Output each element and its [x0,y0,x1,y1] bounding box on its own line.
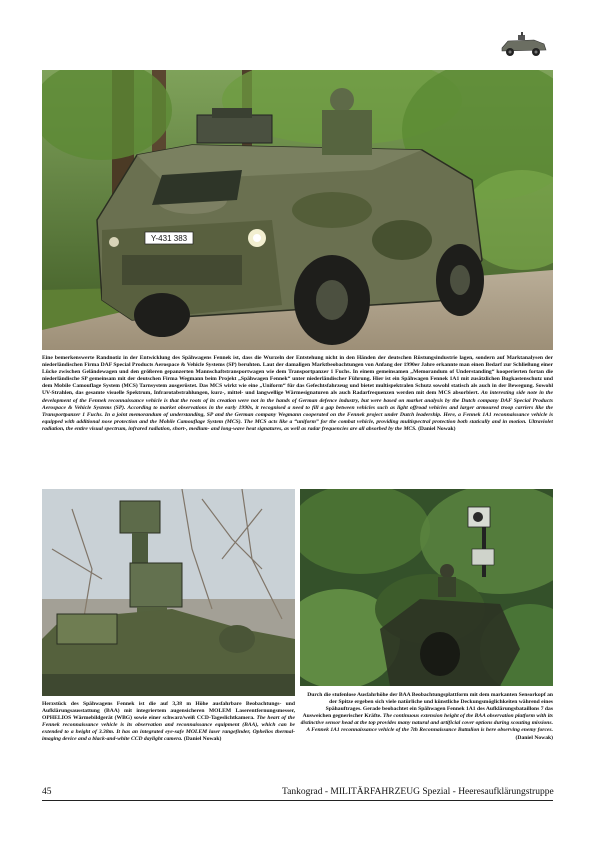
publication-title: Tankograd - MILITÄRFAHRZEUG Spezial - Heeresaufklärungstruppe [282,787,554,797]
license-plate-text: Y-431 383 [150,234,188,243]
header-vehicle-thumbnail [498,30,550,60]
armored-vehicle-icon [498,30,550,60]
footer-rule [42,800,553,801]
left-photo-caption [42,701,295,744]
right-caption-english: The continuous extension height of the BAA observation platform with its distinctive sensor head at the top provides many natural and artificial cover options during scouting missions. A Fennek 1A1 reconnaissance vehicle of the 7th Reconnaissance Battalion is here observing enemy forces. [300,713,553,734]
main-photo-caption [42,355,553,433]
photo-fennek-observation [300,489,553,686]
right-caption-credit: (Daniel Nowak) [515,734,553,741]
main-caption-english: An interesting side note in the development of the Fennek reconnaissance vehicle is that the roots of its creation were not in the hands of German defence industry, but were based on market analysis by the Dutch company DAF Special Products Aerospace & Vehicle Systems (SP). According to market observations in the early 1990s, it recognised a need to fill a gap between vehicles such as light offroad vehicles and larger armoured troop carriers like the Transportpanzer 1 Fuchs. In a joint memorandum of understanding, SP and the German company Wegmann cooperated on the Fennek project under Dutch leadership. Here, a Fennek 1A1 reconnaissance vehicle is equipped with additional nose protection and the Mobile Camouflage System (MCS). The MCS acts like a “uniform” for the combat vehicle, providing multispectral protection both statically and in motion. Ultraviolet radiation, the entire visual spectrum, infrared radiation, short-, medium- and long-wave heat signatures, as well as radar frequencies are all absorbed by the MCS. [42,390,553,432]
left-caption-german: Herzstück des Spähwagens Fennek ist die auf 3,38 m Höhe ausfahrbare Beobachtungs- und Aufklärungsausstattung (BAA) mit integriertem augensicheren MOLEM Laserentfernungsmesser, OPHELIOS Wärmebildgerät (WBG) sowie einer schwarz/weiß CCD-Tageslichtkamera. [42,701,295,722]
page-number: 45 [42,787,52,797]
photo-baa-sensor-mast [42,489,295,696]
right-photo-caption [300,692,553,742]
right-caption-german: Durch die stufenlose Ausfahrhöhe der BAA Beobachtungsplattform mit dem markanten Sensorkopf an der Spitze ergeben sich viele natürliche und künstliche Deckungsmöglichkeiten während eines Spähauftrages. Gerade beobachtet ein Spähwagen Fennek 1A1 des Aufklärungsbataillons 7 das Ausweichen gegnerischer Kräfte. [302,692,553,720]
left-caption-english: The heart of the Fennek reconnaissance vehicle is its observation and reconnaissance equipment (BAA), which can be extended to a height of 3.38m. It has an integrated eye-safe MOLEM laser rangefinder, Ophelios thermal-imaging device and a black-and-white CCD daylight camera. [42,715,295,743]
main-caption-credit: (Daniel Nowak) [418,425,456,432]
main-photo-fennek-mcs [42,70,553,350]
main-caption-german: Eine bemerkenswerte Randnotiz in der Entwicklung des Spähwagens Fennek ist, dass die Wurzeln der Entstehung nicht in den Händen der deutschen Rüstungsindustrie lagen, sondern auf Marktanalysen der niederländischen Firma DAF Special Products Aerospace & Vehicle Systems (SP) beruhten. Laut der damaligen Marktbeobachtungen von Anfang der 1990er Jahre erkannte man einen Bedarf zur Schließung einer Lücke zwischen Geländewagen und den größeren gepanzerten Mannschaftstransportwagen wie dem Transportpanzer 1 Fuchs. In einem gemeinsamen „Memorandum of Understanding“ kooperierten fortan die niederländische SP gemeinsam mit der deutschen Firma Wegmann beim Projekt „Spähwagen Fennek“ unter niederländischer Führung. Hier ist ein Spähwagen Fennek 1A1 mit zusätzlichen Bugkastenschutz und dem Mobile Camouflage System (MCS) Tarnsystem ausgerüstet. Das MCS wirkt wie eine „Uniform“ für das Gefechtsfahrzeug und bietet multispektralen Schutz sowohl statisch als auch in der Bewegung. Sowohl UV-Strahlen, das gesamte visuelle Spektrum, Infrarotabstrahlungen, kurz-, mittel- und langwellige Wärmesignaturen als auch Radarfrequenzen werden mit dem MCS absorbiert. [42,355,553,397]
left-caption-credit: (Daniel Nowak) [183,736,222,743]
